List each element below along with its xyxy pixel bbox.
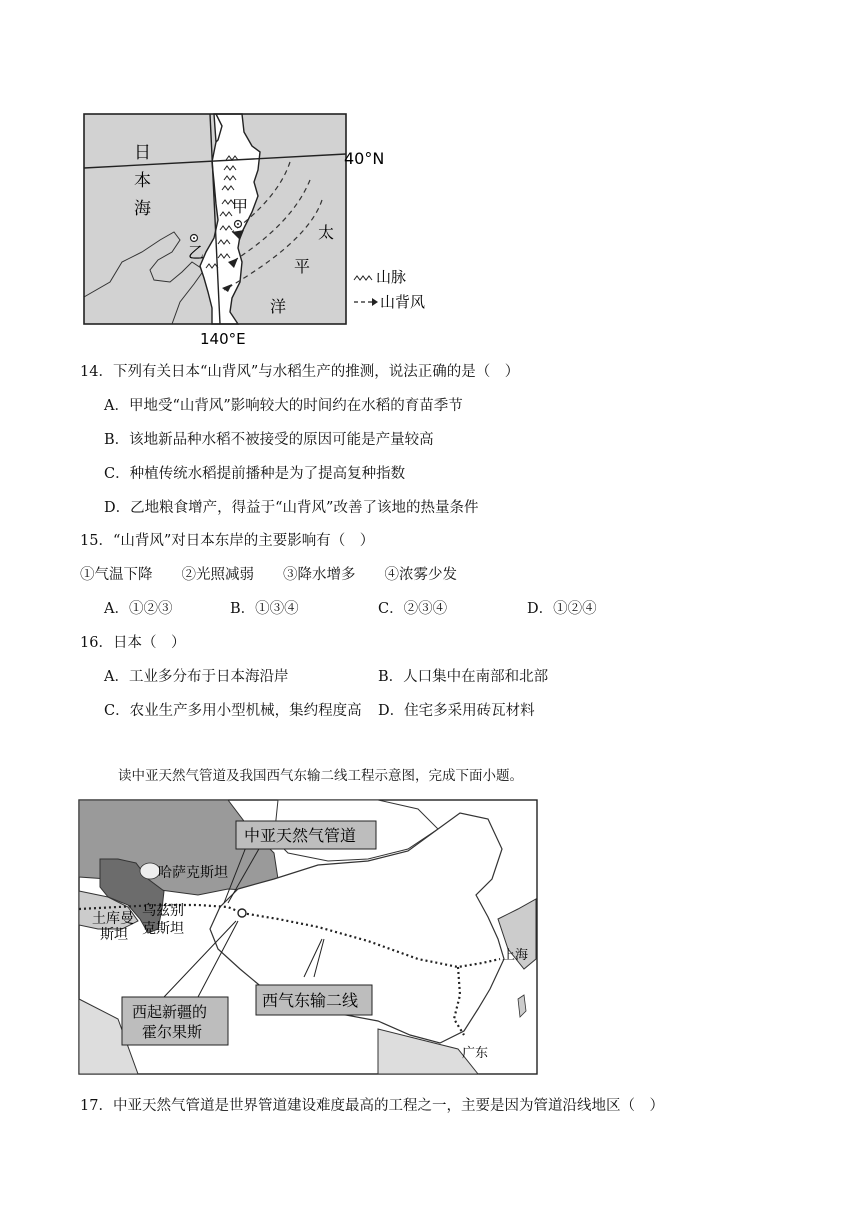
label-140e: 140°E: [200, 330, 246, 348]
question-14-stem: 14．下列有关日本“山背风”与水稻生产的推测，说法正确的是（ ）: [80, 364, 520, 380]
section-intro: 读中亚天然气管道及我国西气东输二线工程示意图，完成下面小题。: [118, 768, 523, 784]
label-hai: 海: [134, 199, 151, 219]
q16-option-d[interactable]: D．住宅多采用砖瓦材料: [378, 703, 535, 719]
q14-option-c[interactable]: C．种植传统水稻提前播种是为了提高复种指数: [104, 466, 406, 482]
label-uzbek-1: 乌兹别: [142, 903, 184, 919]
label-uzbek-2: 克斯坦: [142, 921, 184, 937]
legend-wind-label: 山背风: [380, 293, 426, 311]
label-turkmen-2: 斯坦: [100, 927, 128, 943]
callout-khorgos-line2: 霍尔果斯: [142, 1023, 203, 1041]
question-17-stem: 17．中亚天然气管道是世界管道建设难度最高的工程之一，主要是因为管道沿线地区（ ）: [80, 1098, 664, 1114]
label-ping: 平: [294, 257, 311, 276]
label-kazakhstan: 哈萨克斯坦: [158, 865, 228, 881]
q14-option-b[interactable]: B．该地新品种水稻不被接受的原因可能是产量较高: [104, 432, 434, 448]
label-40n: 40°N: [344, 149, 385, 168]
q16-option-a[interactable]: A．工业多分布于日本海沿岸: [104, 669, 289, 685]
q15-option-d[interactable]: D．①②④: [527, 601, 597, 617]
label-tai: 太: [318, 223, 335, 242]
q15-option-c[interactable]: C．②③④: [378, 601, 448, 617]
label-ben: 本: [134, 171, 151, 191]
label-jia: 甲: [232, 197, 249, 216]
q15-option-b[interactable]: B．①③④: [230, 601, 299, 617]
callout-central-asia-label: 中亚天然气管道: [244, 826, 357, 845]
legend-mountain: [354, 268, 406, 286]
label-yi: 乙: [188, 243, 205, 262]
label-shanghai: 上海: [502, 948, 529, 963]
japan-wind-map: [82, 112, 452, 348]
callout-khorgos-line1: 西起新疆的: [132, 1003, 208, 1021]
q15-option-a[interactable]: A．①②③: [104, 601, 173, 617]
legend-mountain-label: 山脉: [376, 268, 407, 286]
q14-option-a[interactable]: A．甲地受“山背风”影响较大的时间约在水稻的育苗季节: [104, 398, 463, 414]
q16-option-b[interactable]: B．人口集中在南部和北部: [378, 669, 549, 685]
q16-option-c[interactable]: C．农业生产多用小型机械，集约程度高: [104, 703, 362, 719]
khorgos-marker: [238, 909, 246, 917]
legend-wind: [354, 293, 425, 311]
question-15-stem: 15．“山背风”对日本东岸的主要影响有（ ）: [80, 533, 375, 549]
label-yang: 洋: [270, 297, 287, 316]
label-guangdong: 广东: [462, 1046, 489, 1061]
question-16-stem: 16．日本（ ）: [80, 635, 186, 651]
q14-option-d[interactable]: D．乙地粮食增产，得益于“山背风”改善了该地的热量条件: [104, 500, 479, 516]
label-turkmen-1: 土库曼: [92, 911, 134, 927]
pipeline-map: [78, 799, 538, 1075]
q15-statement-items: ①气温下降 ②光照减弱 ③降水增多 ④浓雾少发: [80, 567, 457, 583]
label-ri: 日: [134, 143, 151, 163]
callout-west-east-label: 西气东输二线: [262, 991, 359, 1010]
